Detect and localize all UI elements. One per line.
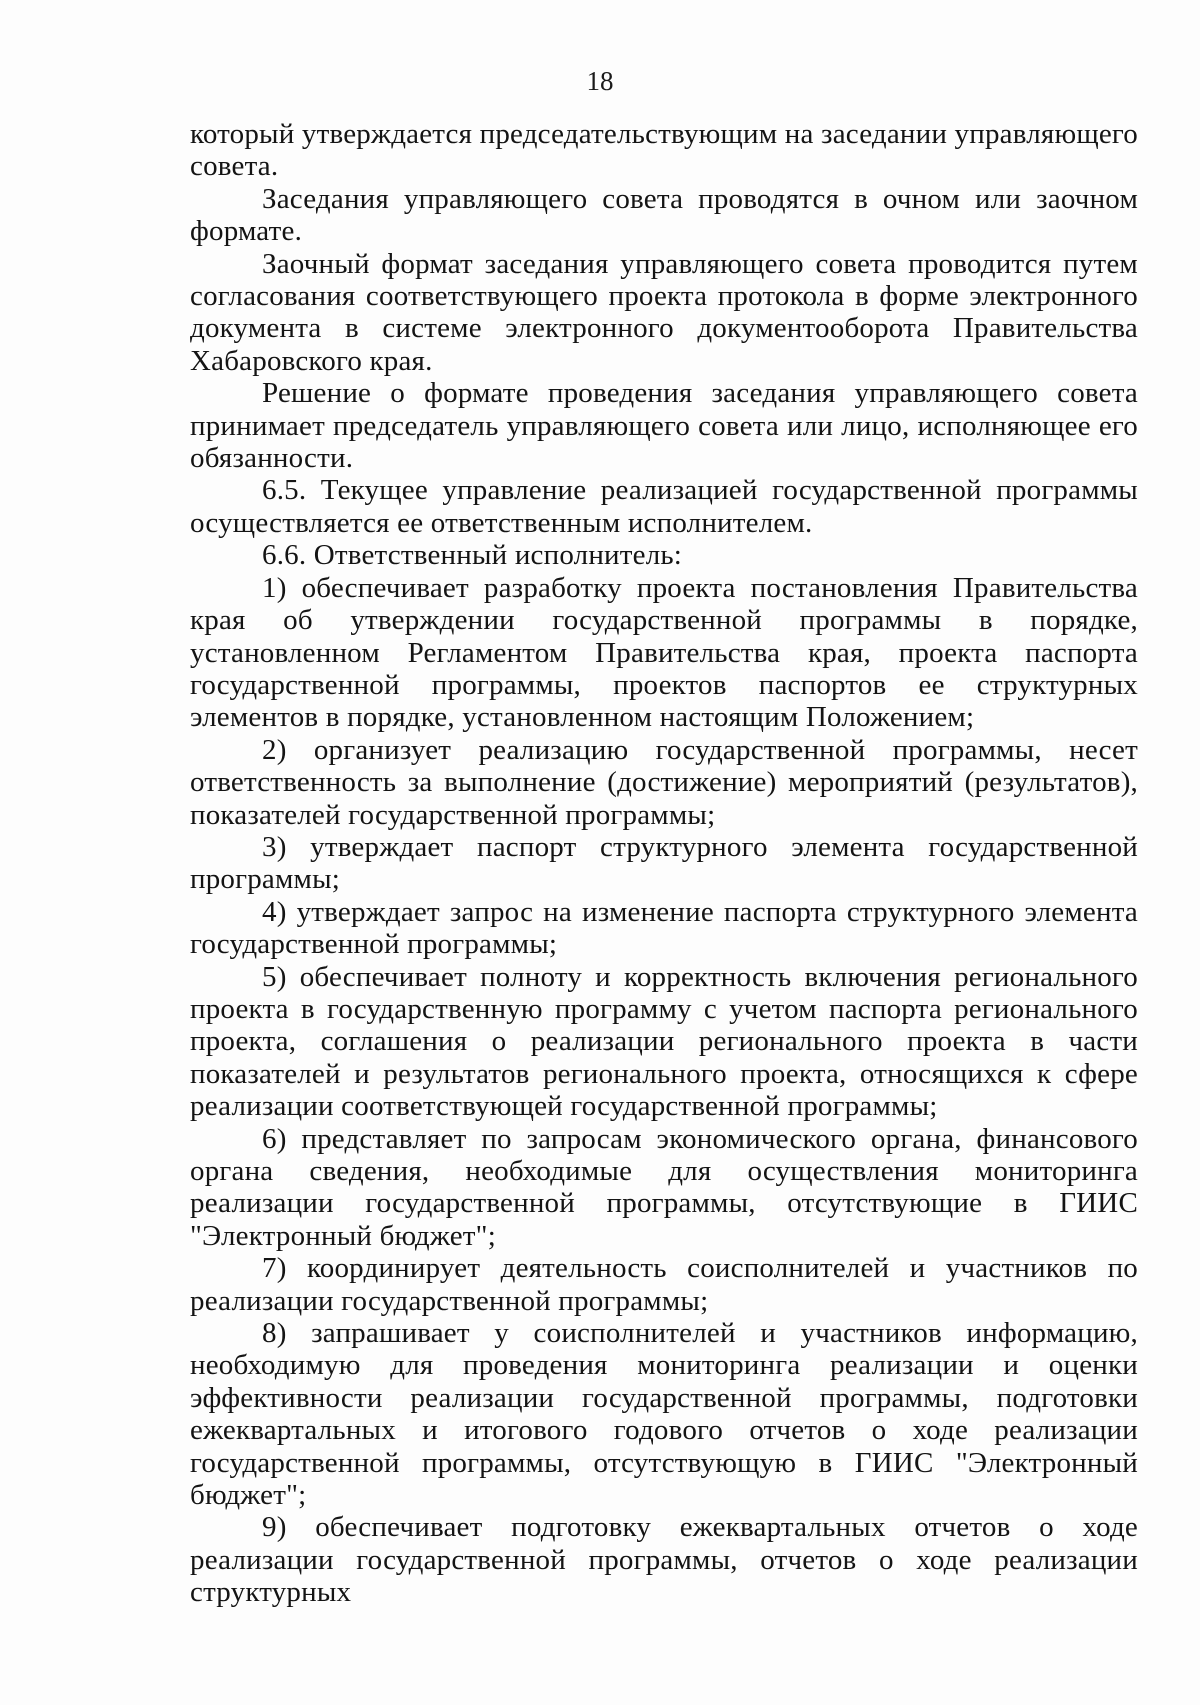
list-item-9: 9) обеспечивает подготовку ежеквартальных отчетов о ходе реализации государственной программы, отчетов о ходе реализации структурных bbox=[190, 1511, 1138, 1609]
paragraph-remote-format: Заочный формат заседания управляющего совета проводится путем согласования соответствующего проекта протокола в форме электронного документа в системе электронного документооборота Правительства Хабаровского края. bbox=[190, 247, 1138, 377]
list-item-2: 2) организует реализацию государственной программы, несет ответственность за выполнение (достижение) мероприятий (результатов), показателей государственной программы; bbox=[190, 733, 1138, 831]
paragraph-6-5: 6.5. Текущее управление реализацией государственной программы осуществляется ее ответственным исполнителем. bbox=[190, 474, 1138, 539]
document-body bbox=[190, 118, 1138, 1609]
paragraph-6-6: 6.6. Ответственный исполнитель: bbox=[262, 539, 683, 572]
list-item-1: 1) обеспечивает разработку проекта постановления Правительства края об утверждении государственной программы в порядке, установленном Регламентом Правительства края, проекта паспорта государственной программы, проектов паспортов ее структурных элементов в порядке, установленном настоящим Положением; bbox=[190, 571, 1138, 734]
paragraph-continuation: который утверждается председательствующим на заседании управляющего совета. bbox=[190, 118, 1138, 183]
list-item-7: 7) координирует деятельность соисполнителей и участников по реализации государственной программы; bbox=[190, 1252, 1138, 1317]
list-item-8: 8) запрашивает у соисполнителей и участников информацию, необходимую для проведения мониторинга реализации и оценки эффективности реализации государственной программы, подготовки ежеквартальных и итогового годового отчетов о ходе реализации государственной программы, отсутствующую в ГИИС "Электронный бюджет"; bbox=[190, 1317, 1138, 1512]
paragraph-format-decision: Решение о формате проведения заседания управляющего совета принимает председатель управляющего совета или лицо, исполняющее его обязанности. bbox=[190, 377, 1138, 475]
list-item-6: 6) представляет по запросам экономического органа, финансового органа сведения, необходимые для осуществления мониторинга реализации государственной программы, отсутствующие в ГИИС "Электронный бюджет"; bbox=[190, 1122, 1138, 1252]
list-item-4: 4) утверждает запрос на изменение паспорта структурного элемента государственной программы; bbox=[190, 895, 1138, 961]
list-item-3: 3) утверждает паспорт структурного элемента государственной программы; bbox=[190, 830, 1138, 896]
list-item-5: 5) обеспечивает полноту и корректность включения регионального проекта в государственную программу с учетом паспорта регионального проекта, соглашения о реализации регионального проекта в части показателей и результатов регионального проекта, относящихся к сфере реализации соответствующей государственной программы; bbox=[190, 960, 1138, 1123]
page-number: 18 bbox=[586, 66, 614, 96]
paragraph-meeting-format: Заседания управляющего совета проводятся в очном или заочном формате. bbox=[190, 182, 1138, 248]
